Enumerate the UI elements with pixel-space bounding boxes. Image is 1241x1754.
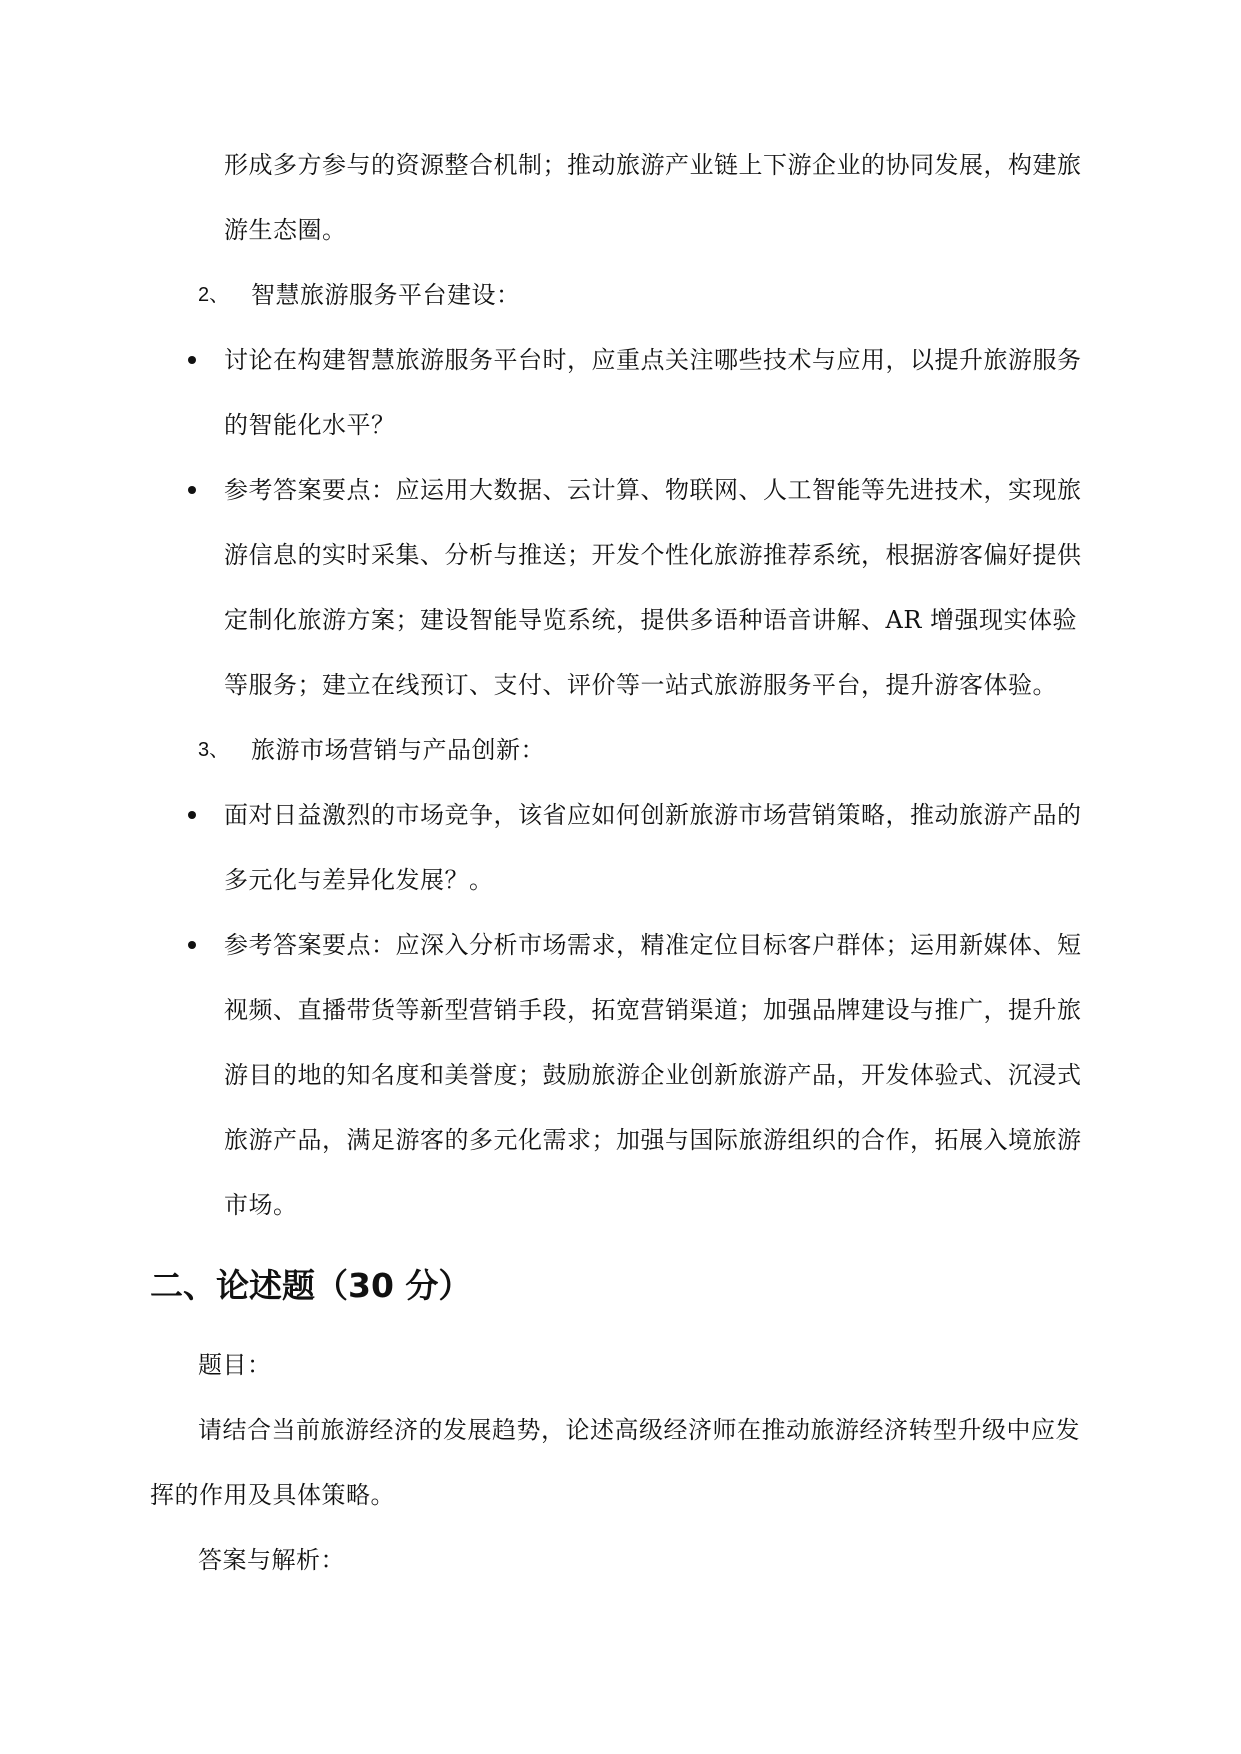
bullet-text-line: 视频、直播带货等新型营销手段，拓宽营销渠道；加强品牌建设与推广，提升旅 [224,996,1082,1024]
bullet-text-line: 市场。 [224,1191,298,1219]
question-line: 挥的作用及具体策略。 [150,1481,395,1509]
bullet-text-line: 参考答案要点：应深入分析市场需求，精准定位目标客户群体；运用新媒体、短 [224,931,1082,959]
bullet-text-line: 定制化旅游方案；建设智能导览系统，提供多语种语音讲解、AR 增强现实体验 [224,606,1078,634]
bullet-text-line: 游目的地的知名度和美誉度；鼓励旅游企业创新旅游产品，开发体验式、沉浸式 [224,1061,1082,1089]
question-line: 请结合当前旅游经济的发展趋势，论述高级经济师在推动旅游经济转型升级中应发 [198,1416,1080,1444]
bullet-text-line: 多元化与差异化发展？。 [224,866,494,894]
paragraph-line: 形成多方参与的资源整合机制；推动旅游产业链上下游企业的协同发展，构建旅 [224,151,1082,179]
bullet-icon [188,486,196,494]
bullet-icon [188,356,196,364]
item-title: 智慧旅游服务平台建设： [251,281,521,309]
topic-label: 题目： [198,1351,272,1379]
paragraph-line: 游生态圈。 [224,216,347,244]
section-heading: 二、论述题（30 分） [150,1266,472,1305]
bullet-text-line: 游信息的实时采集、分析与推送；开发个性化旅游推荐系统，根据游客偏好提供 [224,541,1082,569]
answer-label: 答案与解析： [198,1546,345,1574]
item-title: 旅游市场营销与产品创新： [251,736,545,764]
bullet-text-line: 讨论在构建智慧旅游服务平台时，应重点关注哪些技术与应用，以提升旅游服务 [224,346,1082,374]
item-number: 3、 [198,739,230,761]
bullet-text-line: 旅游产品，满足游客的多元化需求；加强与国际旅游组织的合作，拓展入境旅游 [224,1126,1082,1154]
bullet-text-line: 面对日益激烈的市场竞争，该省应如何创新旅游市场营销策略，推动旅游产品的 [224,801,1082,829]
bullet-icon [188,941,196,949]
item-number: 2、 [198,284,230,306]
bullet-text-line: 等服务；建立在线预订、支付、评价等一站式旅游服务平台，提升游客体验。 [224,671,1057,699]
bullet-icon [188,811,196,819]
bullet-text-line: 参考答案要点：应运用大数据、云计算、物联网、人工智能等先进技术，实现旅 [224,476,1082,504]
bullet-text-line: 的智能化水平？ [224,411,396,439]
